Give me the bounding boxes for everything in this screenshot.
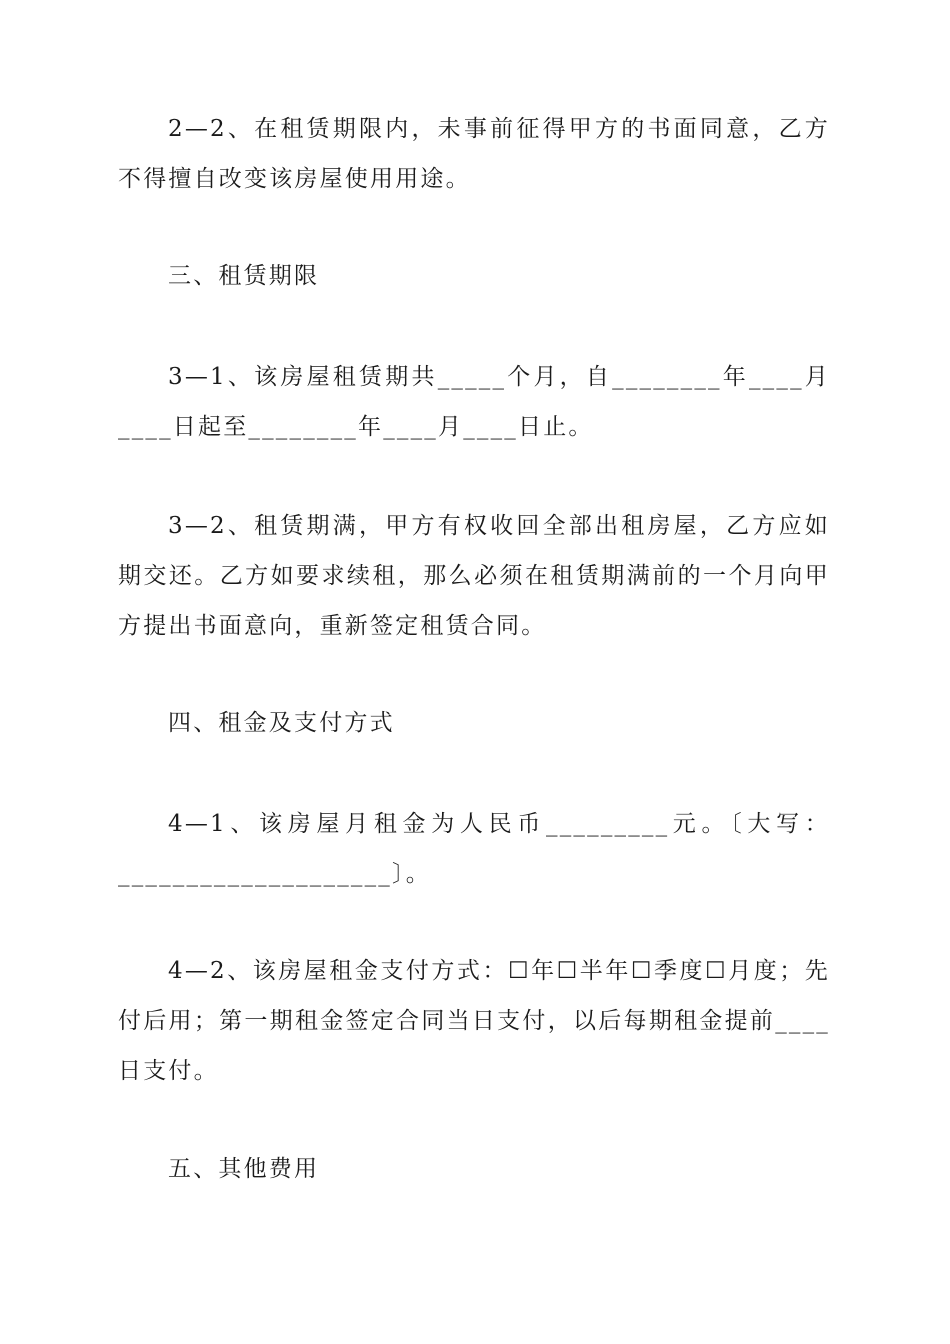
section-heading-rent-payment: 四、租金及支付方式 (168, 710, 395, 736)
section-heading-other-fees: 五、其他费用 (168, 1156, 320, 1182)
clause-3-2: 3—2、租赁期满，甲方有权收回全部出租房屋，乙方应如期交还。乙方如要求续租，那么必须在租赁期满前的一个月向甲方提出书面意向，重新签定租赁合同。 (118, 513, 830, 639)
clause-4-1: 4—1、该房屋月租金为人民币_________元。〔大写：____________________〕。 (118, 811, 830, 887)
section-heading-lease-term: 三、租赁期限 (168, 263, 320, 289)
clause-4-2: 4—2、该房屋租金支付方式：☐年☐半年☐季度☐月度；先付后用；第一期租金签定合同当日支付，以后每期租金提前____日支付。 (118, 958, 830, 1084)
clause-2-2: 2—2、在租赁期限内，未事前征得甲方的书面同意，乙方不得擅自改变该房屋使用用途。 (118, 116, 830, 192)
clause-3-1: 3—1、该房屋租赁期共_____个月，自________年____月____日起至________年____月____日止。 (118, 364, 830, 440)
